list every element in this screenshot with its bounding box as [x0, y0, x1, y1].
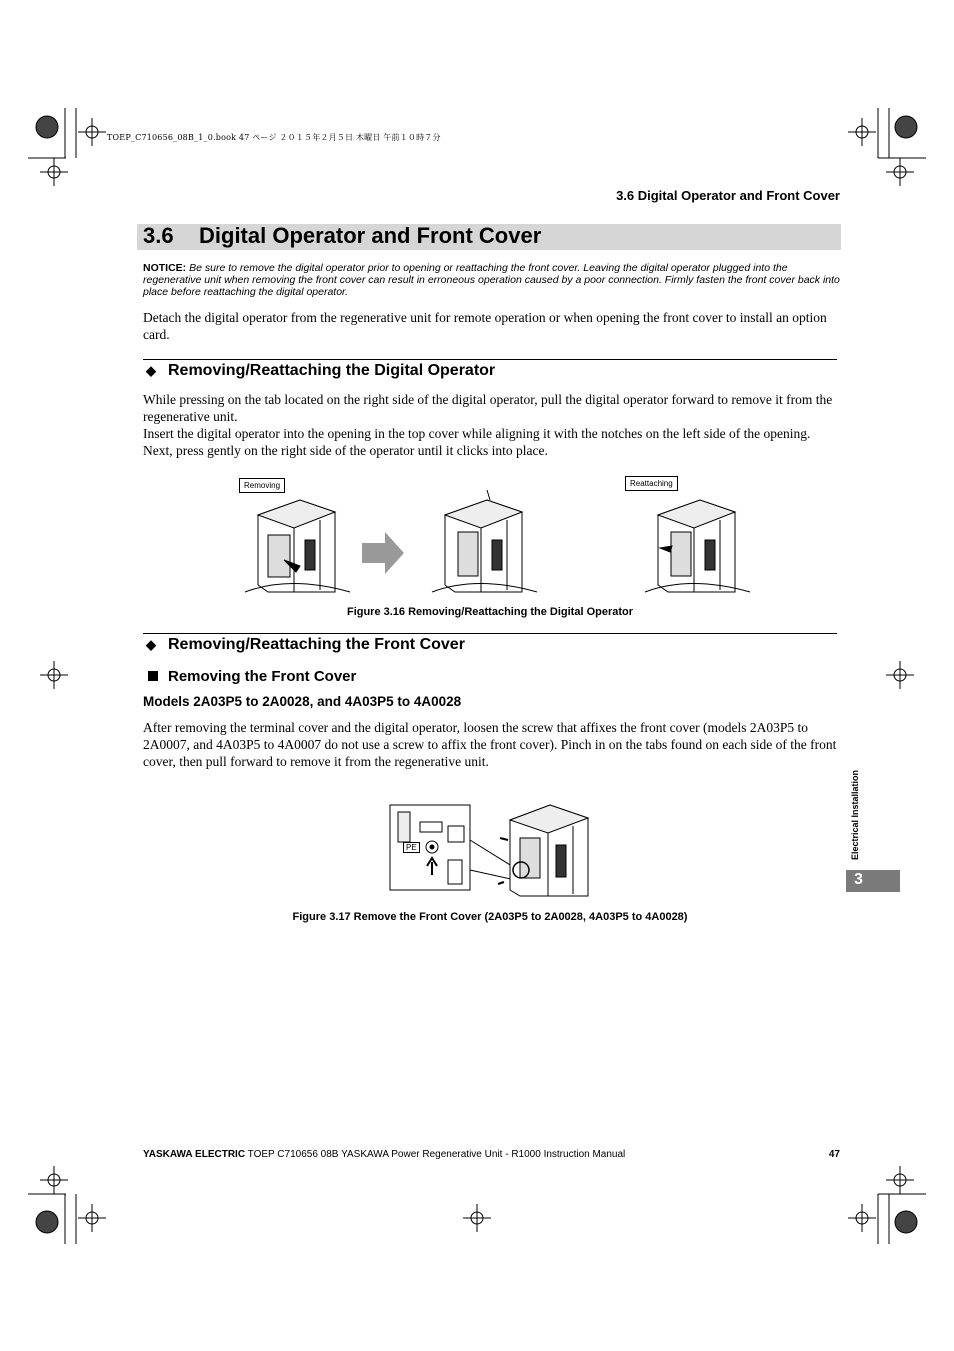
- subsection-heading-text: Removing/Reattaching the Digital Operator: [168, 362, 496, 379]
- figure-caption: Figure 3.16 Removing/Reattaching the Digital Operator: [346, 606, 634, 618]
- footer-text: TOEP C710656 08B YASKAWA Power Regenerative Unit - R1000 Instruction Manual: [245, 1149, 626, 1160]
- sub-subsection-heading-text: Removing the Front Cover: [168, 668, 357, 685]
- chapter-number: 3: [854, 871, 863, 888]
- chapter-side-label: Electrical Installation: [850, 769, 860, 861]
- figure-label-removing: Removing: [239, 478, 285, 493]
- footer-brand: YASKAWA ELECTRIC: [143, 1149, 246, 1160]
- chapter-tab: [846, 870, 900, 892]
- paragraph: While pressing on the tab located on the right side of the digital operator, pull the digital operator forward to remove it from the regenerative unit.: [143, 392, 833, 424]
- notice-label: NOTICE:: [143, 262, 187, 274]
- figure-label-reattaching: Reattaching: [625, 476, 678, 491]
- notice-text: Be sure to remove the digital operator prior to opening or reattaching the front cover. Leaving the digital operator plugged into the regenerative unit when removing the front cover can result in erroneous operation caused by a poor connection. Firmly fasten the front cover back into place before reattaching the digital operator.: [143, 262, 840, 298]
- page-title: Digital Operator and Front Cover: [199, 223, 542, 248]
- figure-caption: Figure 3.17 Remove the Front Cover (2A03P5 to 2A0028, 4A03P5 to 4A0028): [292, 911, 688, 923]
- paragraph: Insert the digital operator into the opening in the top cover while aligning it with the notches on the left side of the opening. Next, press gently on the right side of the operator until it clicks into place.: [143, 426, 811, 458]
- models-heading: Models 2A03P5 to 2A0028, and 4A03P5 to 4A0028: [143, 694, 462, 709]
- print-info: TOEP_C710656_08B_1_0.book 47 ページ ２０１５年２月５日 木曜日 午前１０時７分: [107, 133, 441, 142]
- intro-paragraph: Detach the digital operator from the regenerative unit for remote operation or when opening the front cover to install an option card.: [143, 310, 827, 342]
- paragraph: After removing the terminal cover and the digital operator, loosen the screw that affixes the front cover (models 2A03P5 to 2A0007, and 4A03P5 to 4A0007 do not use a screw to affix the front cover). Pinch in on the tabs found on each side of the front cover, then pull forward to remove it from the regenerative unit.: [143, 720, 837, 769]
- subsection-heading-text: Removing/Reattaching the Front Cover: [168, 636, 465, 653]
- pe-terminal-label: PE: [403, 842, 420, 853]
- section-number: 3.6: [143, 223, 174, 248]
- page-number: 47: [828, 1149, 840, 1160]
- running-head: 3.6 Digital Operator and Front Cover: [616, 188, 840, 203]
- diamond-bullet-icon: ◆: [146, 363, 156, 378]
- footer: [143, 1149, 625, 1160]
- diamond-bullet-icon: ◆: [146, 637, 156, 652]
